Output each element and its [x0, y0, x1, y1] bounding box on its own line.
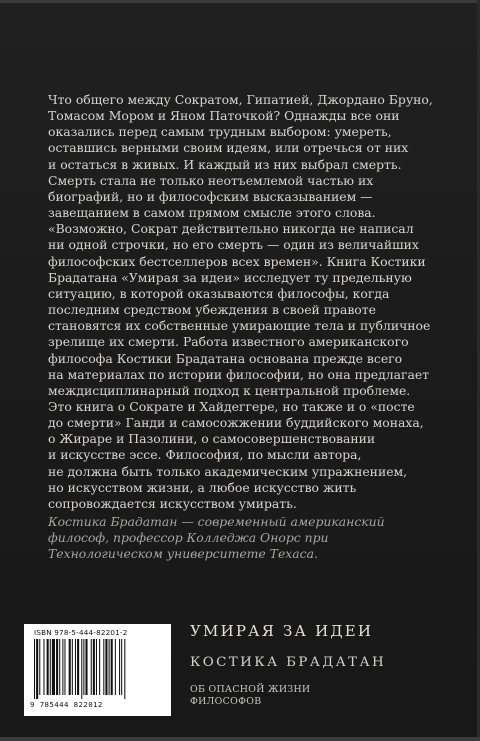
barcode-bar	[83, 639, 84, 695]
barcode-bar	[121, 639, 122, 695]
book-author: КОСТИКА БРАДАТАН	[190, 655, 387, 670]
barcode-bar	[52, 639, 55, 695]
subtitle-line: ОБ ОПАСНОЙ ЖИЗНИ	[190, 684, 311, 695]
barcode-bar	[124, 639, 125, 699]
blurb-line: философских бестселлеров всех времен». Книга Костики	[48, 253, 426, 269]
top-edge	[0, 0, 480, 3]
author-note-line: философ, профессор Колледжа Онорс при	[48, 530, 329, 546]
author-note	[48, 514, 448, 563]
barcode-bar	[77, 639, 79, 695]
barcode-bar	[64, 639, 65, 695]
barcode-bar	[119, 639, 120, 695]
barcode-bar	[81, 639, 82, 699]
blurb-line: ни одной строчки, но его смерть — один из величайших	[48, 237, 419, 253]
bottom-edge	[0, 737, 480, 741]
blurb-line: последним средством убеждения в своей правоте	[48, 302, 376, 318]
blurb-line: философа Костики Брадатана основана прежде всего	[48, 350, 403, 366]
blurb-line: завещанием в самом прямом смысле этого слова.	[48, 205, 376, 221]
book-subtitle	[190, 684, 390, 709]
barcode-bar	[93, 639, 95, 695]
barcode-bar	[47, 639, 49, 695]
blurb-line: и искусстве эссе. Философия, по мысли автора,	[48, 447, 362, 463]
blurb-line: на материалах по истории философии, но она предлагает	[48, 366, 430, 382]
barcode-bar	[69, 639, 71, 695]
barcode-digits: 9 785444 822012	[30, 700, 103, 709]
barcode-bar	[62, 639, 63, 695]
blurb-line: не должна быть только академическим упражнением,	[48, 463, 408, 479]
author-note-line: Костика Брадатан — современный американский	[48, 514, 385, 529]
barcode-label	[24, 624, 171, 716]
barcode-bar	[56, 639, 58, 695]
barcode-bar	[105, 639, 107, 695]
isbn-text: ISBN 978-5-444-82201-2	[34, 628, 128, 637]
blurb-line: и остаться в живых. И каждый из них выбрал смерть.	[48, 156, 402, 172]
book-title: УМИРАЯ ЗА ИДЕИ	[190, 622, 374, 640]
blurb-line: сопровождается искусством умирать.	[48, 495, 297, 511]
blurb-text	[48, 92, 448, 512]
barcode-bar	[99, 639, 100, 695]
barcode-icon	[32, 639, 163, 699]
blurb-line: зрелище их смерти. Работа известного американского	[48, 334, 409, 350]
barcode-bar	[39, 639, 40, 695]
barcode-bar	[43, 639, 44, 695]
blurb-line: Томасом Мором и Яном Паточкой? Однажды все они	[48, 108, 400, 124]
blurb-line: Что общего между Сократом, Гипатией, Джордано Бруно,	[48, 92, 433, 107]
barcode-bar	[36, 639, 38, 699]
blurb-line: Это книга о Сократе и Хайдеггере, но также и о «посте	[48, 398, 415, 414]
blurb-line: Смерть стала не только неотъемлемой частью их	[48, 172, 374, 188]
blurb-line: биографий, но и философским высказыванием —	[48, 188, 373, 204]
blurb-line: оказались перед самым трудным выбором: умереть,	[48, 124, 392, 140]
barcode-bar	[59, 639, 60, 695]
blurb-line: но искусством жизни, а любое искусство жить	[48, 479, 357, 495]
blurb-line: «Возможно, Сократ действительно никогда не написал	[48, 221, 414, 237]
blurb-line: становятся их собственные умирающие тела и публичное	[48, 318, 431, 334]
blurb-line: оставшись верными своим идеям, или отречься от них	[48, 140, 409, 156]
barcode-bar	[111, 639, 113, 695]
barcode-bar	[50, 639, 51, 695]
author-note-line: Технологическом университете Техаса.	[48, 546, 318, 562]
barcode-bar	[103, 639, 104, 695]
barcode-bar	[85, 639, 87, 695]
barcode-bar	[115, 639, 116, 695]
blurb-line: о Жираре и Пазолини, о самосовершенствовании	[48, 431, 376, 447]
blurb-line: междисциплинарный подход к центральной проблеме.	[48, 382, 411, 398]
barcode-bar	[96, 639, 97, 695]
blurb-line: Брадатана «Умирая за идеи» исследует ту предельную	[48, 269, 412, 285]
barcode-bar	[75, 639, 76, 695]
barcode-bar	[109, 639, 110, 695]
subtitle-line: ФИЛОСОФОВ	[190, 696, 262, 708]
barcode-bar	[72, 639, 73, 695]
barcode-bar	[91, 639, 92, 695]
barcode-bar	[34, 639, 35, 699]
blurb-line: до смерти» Ганди и самосожжении буддийского монаха,	[48, 415, 424, 431]
blurb-line: ситуацию, в которой оказываются философы, когда	[48, 285, 390, 301]
